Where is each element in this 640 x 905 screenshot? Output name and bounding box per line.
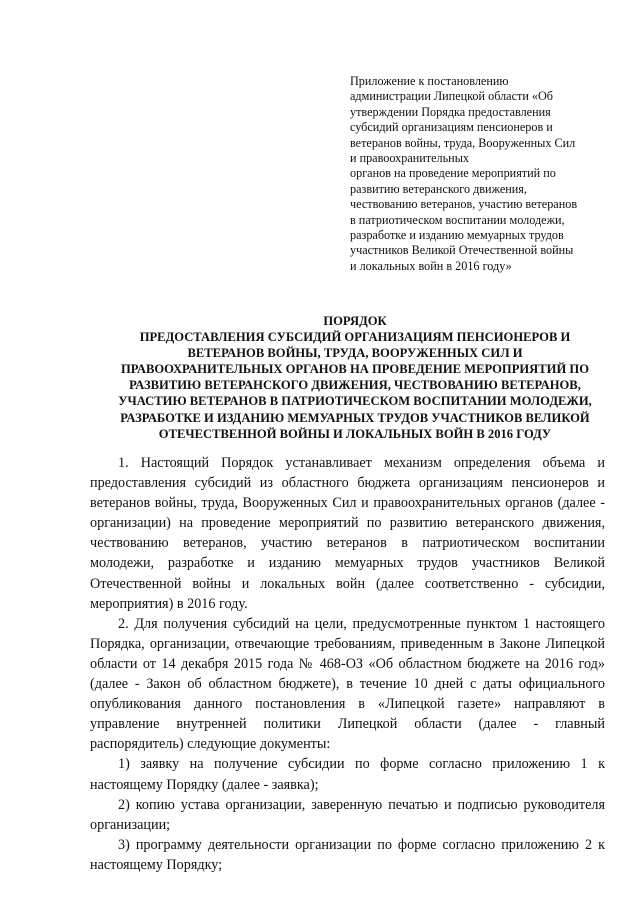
appendix-line: Приложение к постановлению [350, 74, 509, 88]
title-line: ОТЕЧЕСТВЕННОЙ ВОЙНЫ И ЛОКАЛЬНЫХ ВОЙН В 2016 ГОДУ [158, 426, 552, 441]
appendix-line: субсидий организациям пенсионеров и [350, 120, 553, 135]
appendix-line: утверждении Порядка предоставления [350, 104, 551, 119]
appendix-line: органов на проведение мероприятий по [350, 166, 556, 181]
appendix-line: участников Великой Отечественной войны [350, 243, 574, 258]
title-line: ПРЕДОСТАВЛЕНИЯ СУБСИДИЙ ОРГАНИЗАЦИЯМ ПЕНСИОНЕРОВ И [139, 330, 571, 345]
title-line: РАЗВИТИЮ ВЕТЕРАНСКОГО ДВИЖЕНИЯ, ЧЕСТВОВАНИЮ ВЕТЕРАНОВ, [129, 378, 581, 393]
appendix-line: и локальных войн в 2016 году» [350, 258, 512, 273]
list-item-1: 1) заявку на получение субсидии по форме согласно приложению 1 к настоящему Порядку (далее - заявка); [90, 756, 605, 793]
appendix-line: и правоохранительных [350, 151, 469, 166]
appendix-line: развитию ветеранского движения, [350, 181, 527, 196]
title-line: ПРАВООХРАНИТЕЛЬНЫХ ОРГАНОВ НА ПРОВЕДЕНИЕ МЕРОПРИЯТИЙ ПО [120, 362, 590, 377]
title-line: УЧАСТИЮ ВЕТЕРАНОВ В ПАТРИОТИЧЕСКОМ ВОСПИТАНИИ МОЛОДЕЖИ, [118, 394, 592, 409]
appendix-line: администрации Липецкой области «Об [350, 89, 553, 104]
title-line: РАЗРАБОТКЕ И ИЗДАНИЮ МЕМУАРНЫХ ТРУДОВ УЧАСТНИКОВ ВЕЛИКОЙ [120, 410, 590, 425]
appendix-note [350, 74, 600, 274]
paragraph-1: 1. Настоящий Порядок устанавливает механизм определения объема и предоставления субсидий из областного бюджета организациям пенсионеров и ветеранов войны, труда, Вооруженных Сил и правоохранительных органов (далее - организации) на проведение мероприятий по развитию ветеранского движения, чествованию ветеранов, участию ветеранов в патриотическом воспитании молодежи, разработке и изданию мемуарных трудов участников Великой Отечественной войны и локальных войн (далее соответственно - субсидии, мероприятия) в 2016 году. [90, 455, 605, 612]
document-title [90, 313, 620, 442]
title-line: ВЕТЕРАНОВ ВОЙНЫ, ТРУДА, ВООРУЖЕННЫХ СИЛ И [187, 346, 523, 361]
appendix-line: разработке и изданию мемуарных трудов [350, 228, 564, 243]
list-item-3: 3) программу деятельности организации по форме согласно приложению 2 к настоящему Порядку; [90, 836, 605, 873]
appendix-line: в патриотическом воспитании молодежи, [350, 212, 565, 227]
document-body [90, 453, 605, 875]
title-line: ПОРЯДОК [323, 314, 387, 328]
appendix-line: ветеранов войны, труда, Вооруженных Сил [350, 135, 576, 150]
appendix-line: чествованию ветеранов, участию ветеранов [350, 197, 578, 212]
paragraph-2: 2. Для получения субсидий на цели, предусмотренные пунктом 1 настоящего Порядка, организации, отвечающие требованиям, приведенным в Законе Липецкой области от 14 декабря 2015 года № 468-ОЗ «Об областном бюджете на 2016 год» (далее - Закон об областном бюджете), в течение 10 дней с даты официального опубликования данного постановления в «Липецкой газете» направляют в управление внутренней политики Липецкой области (далее - главный распорядитель) следующие документы: [90, 615, 605, 753]
list-item-2: 2) копию устава организации, заверенную печатью и подписью руководителя организации; [90, 796, 605, 833]
